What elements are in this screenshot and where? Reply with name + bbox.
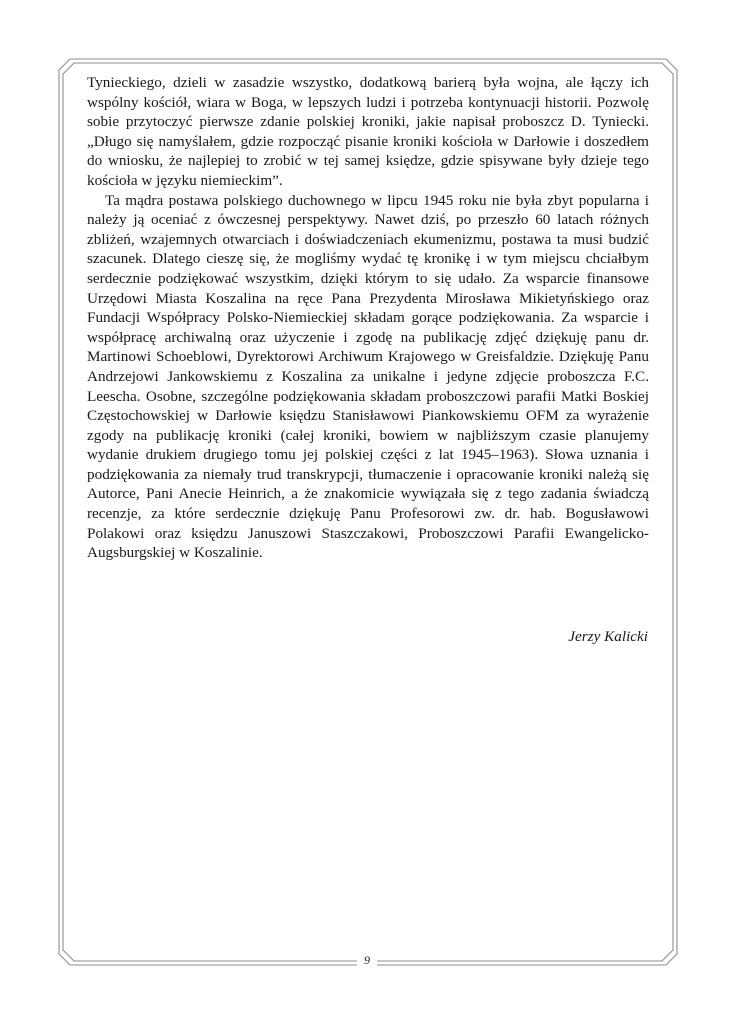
author-signature: Jerzy Kalicki [568, 628, 648, 645]
paragraph-2: Ta mądra postawa polskiego duchownego w lipcu 1945 roku nie była zbyt popularna i należy ją oceniać z ówczesnej perspektywy. Nawet dziś, po przeszło 60 latach różnych zbliżeń, wzajemnych otwarciach i doświadczeniach ekumenizmu, postawa ta musi budzić szacunek. Dlatego cieszę się, że mogliśmy wydać tę kronikę i w tym miejscu chciałbym serdecznie podziękować wszystkim, dzięki którym to się udało. Za wsparcie finansowe Urzędowi Miasta Koszalina na ręce Pana Prezydenta Mirosława Mikietyńskiego oraz Fundacji Współpracy Polsko-Niemieckiej składam gorące podziękowania. Za wsparcie i współpracę archiwalną oraz użyczenie i zgodę na publikację zdjęć dziękuję panu dr. Martinowi Schoeblowi, Dyrektorowi Archiwum Krajowego w Greisfaldzie. Dziękuję Panu Andrzejowi Jankowskiemu z Koszalina za unikalne i jedyne zdjęcie proboszcza F.C. Leescha. Osobne, szczególne podziękowania składam proboszczowi parafii Matki Boskiej Częstochowskiej w Darłowie księdzu Stanisławowi Piankowskiemu OFM za wyrażenie zgody na publikację kroniki (całej kroniki, bowiem w najbliższym czasie planujemy wydanie drukiem drugiego tomu jej polskiej części z lat 1945–1963). Słowa uznania i podziękowania za niemały trud transkrypcji, tłumaczenie i opracowanie kroniki należą się Autorce, Pani Anecie Heinrich, a że znakomicie wywiązała się z tego zadania świadczą recenzje, za które serdecznie dziękuję Panu Profesorowi zw. dr. hab. Bogusławowi Polakowi oraz księdzu Januszowi Staszczakowi, Proboszczowi Parafii Ewangelicko-Augsburgskiej w Koszalinie. [87, 191, 649, 562]
paragraph-1: Tynieckiego, dzieli w zasadzie wszystko, dodatkową barierą była wojna, ale łączy ich wspólny kościół, wiara w Boga, w lepszych ludzi i potrzeba kontynuacji historii. Pozwolę sobie przytoczyć pierwsze zdanie polskiej kroniki, jakie napisał proboszcz D. Tyniecki. „Długo się namyślałem, gdzie rozpocząć pisanie kroniki kościoła w Darłowie i doszedłem do wniosku, że najlepiej to zrobić w tej samej księdze, gdzie spisywane były dzieje tego kościoła w języku niemieckim”. [87, 74, 649, 189]
body-text [87, 73, 649, 563]
page-number: 9 [357, 953, 377, 967]
page-number-container [0, 953, 734, 968]
